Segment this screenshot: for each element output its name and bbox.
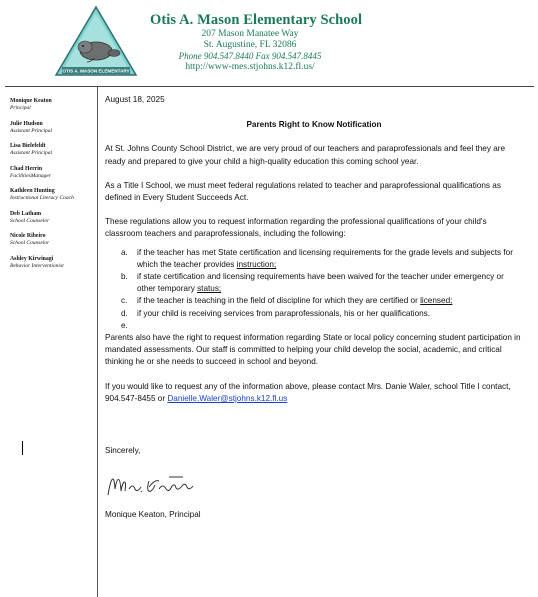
staff-title: School Counselor bbox=[10, 240, 50, 246]
paragraph-intro: At St. Johns County School District, we are very proud of our teachers and paraprofessionals and feel they are ready and prepared to give your child a high-quality education this coming school year. bbox=[105, 144, 506, 166]
handwritten-signature bbox=[105, 467, 205, 503]
staff-name: Ashley Kirwinagi bbox=[10, 255, 54, 262]
text-cursor bbox=[22, 441, 23, 455]
staff-item bbox=[10, 211, 95, 225]
list-item: c. if the teacher is teaching in the field of discipline for which they are certified or licensed; bbox=[121, 296, 453, 306]
address-line-2: St. Augustine, FL 32086 bbox=[203, 40, 297, 50]
staff-item bbox=[10, 256, 95, 270]
letterhead bbox=[150, 12, 363, 73]
letter-date: August 18, 2025 bbox=[105, 95, 165, 104]
staff-name: Deb Latham bbox=[10, 210, 42, 217]
logo-text: OTIS A. MASON ELEMENTARY bbox=[62, 68, 130, 74]
signer-name: Monique Keaton, Principal bbox=[105, 510, 201, 520]
signature-block bbox=[105, 445, 523, 521]
staff-name: Nicole Ribeiro bbox=[10, 233, 46, 239]
staff-item bbox=[10, 166, 95, 180]
staff-title: Principal bbox=[10, 105, 31, 111]
phone-fax: Phone 904.547.8440 Fax 904.547.8445 bbox=[178, 51, 322, 61]
qualification-list bbox=[105, 247, 523, 332]
website-link[interactable]: http://www-mes.stjohns.k12.fl.us/ bbox=[185, 62, 315, 72]
staff-item bbox=[10, 98, 95, 112]
staff-title: Assistant Principal bbox=[10, 127, 53, 134]
staff-list bbox=[10, 98, 95, 278]
school-name: Otis A. Mason Elementary School bbox=[150, 12, 363, 28]
staff-name: Chad Herrin bbox=[10, 165, 43, 172]
list-item: d. if your child is receiving services from paraprofessionals, his or her qualifications. bbox=[121, 308, 431, 318]
letter-subject: Parents Right to Know Notification bbox=[246, 120, 382, 130]
staff-item bbox=[10, 143, 95, 157]
paragraph-contact: If you would like to request any of the information above, please contact Mrs. Danie Waler, school Title I contact, 904.547-8455 or Danielle.Waler@stjohns.k12.fl.us bbox=[105, 381, 511, 403]
staff-name: Julie Hudson bbox=[10, 120, 43, 127]
school-logo bbox=[54, 5, 138, 77]
list-item: e. bbox=[121, 320, 128, 330]
staff-item bbox=[10, 188, 95, 202]
list-item: a. if the teacher has met State certification and licensing requirements for the grade levels and subjects for which the teacher provides instruction; bbox=[121, 247, 513, 269]
staff-item bbox=[10, 233, 95, 247]
staff-name: Monique Keaton bbox=[10, 98, 52, 104]
staff-item bbox=[10, 121, 95, 135]
staff-name: Kathleen Hunting bbox=[10, 188, 55, 194]
contact-email-link[interactable]: Danielle.Waler@stjohns.k12.fl.us bbox=[167, 393, 288, 403]
closing: Sincerely, bbox=[105, 446, 141, 456]
staff-title: FacilitiesManager bbox=[10, 172, 51, 179]
paragraph-title-one: As a Title I School, we must meet federal regulations related to teacher and paraprofessional qualifications as defined in Every Student Succeeds Act. bbox=[105, 180, 501, 203]
sidebar-divider bbox=[97, 86, 98, 597]
header-divider bbox=[5, 86, 534, 87]
signature-text: Mrs. Keaton bbox=[105, 467, 111, 469]
staff-title: Behavior Interventionist bbox=[10, 262, 64, 269]
staff-title: School Counselor bbox=[10, 217, 50, 224]
staff-title: Assistant Principal bbox=[10, 150, 53, 156]
staff-title: Instructional Literacy Coach bbox=[10, 195, 74, 201]
staff-name: Lisa Bielefeldt bbox=[10, 143, 46, 149]
paragraph-regulations: These regulations allow you to request information regarding the professional qualifications of your child's classroom teachers and paraprofessionals, including the following: bbox=[105, 217, 487, 239]
list-item: b. if state certification and licensing requirements have been waived for the teacher under emergency or other temporary status; bbox=[121, 272, 504, 294]
letter-body[interactable] bbox=[105, 94, 523, 521]
address-line-1: 207 Mason Manatee Way bbox=[201, 29, 299, 39]
paragraph-assessments: Parents also have the right to request information regarding State or local policy concerning student participation in mandated assessments. Our staff is committed to helping your child develop the social, academic, and critical thinking he or she needs to succeed in school and beyond. bbox=[105, 333, 521, 367]
